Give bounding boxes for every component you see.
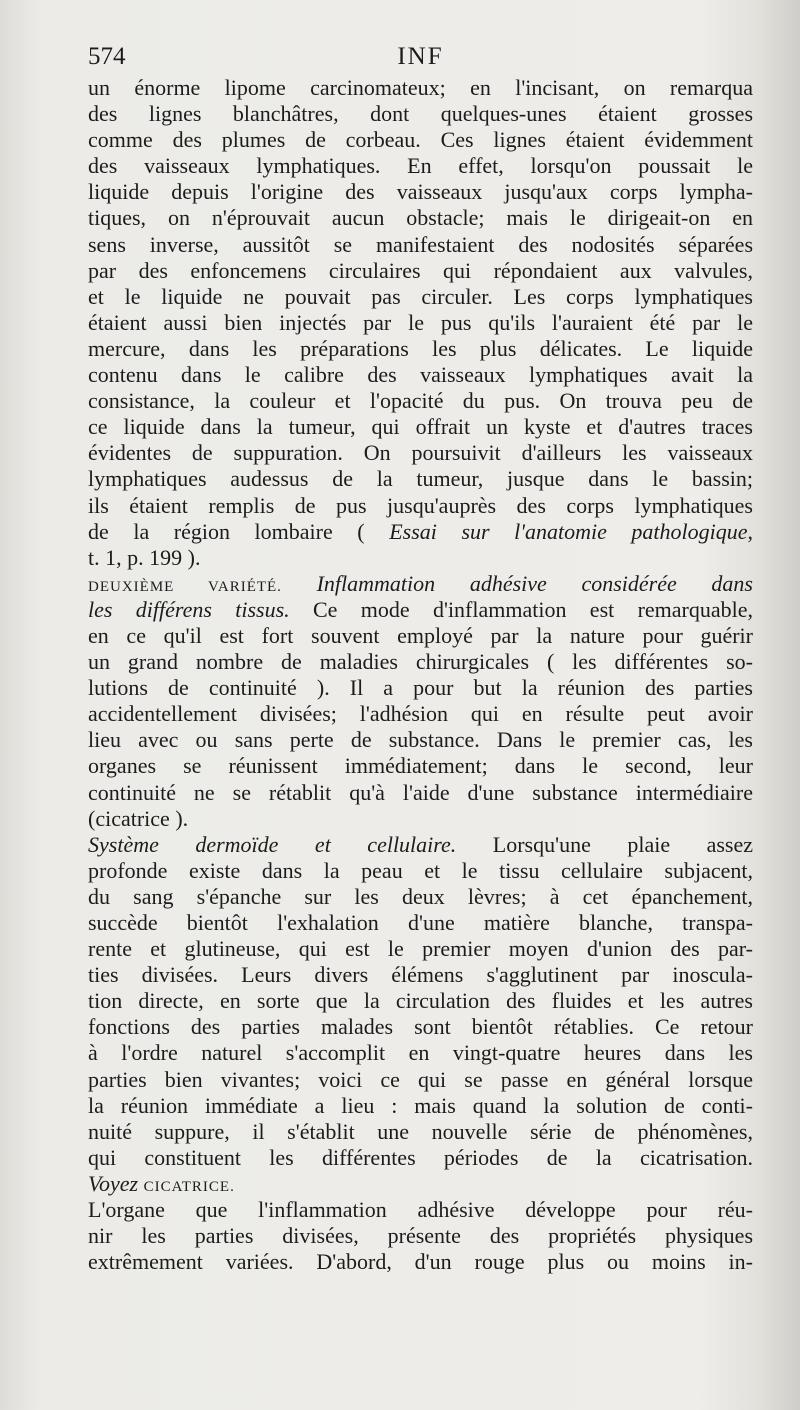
text-run: accidentellement divisées; l'adhésion qui en résulte peut avoir bbox=[88, 701, 753, 727]
italic-text: Inflammation adhésive considérée dans bbox=[316, 570, 753, 596]
text-run: ce liquide dans la tumeur, qui offrait un kyste et d'autres traces bbox=[88, 414, 753, 440]
text-line bbox=[88, 1067, 753, 1093]
text-line bbox=[88, 545, 753, 571]
text-line bbox=[88, 1040, 753, 1066]
text-run: L'organe que l'inflammation adhésive développe pour réu- bbox=[88, 1197, 753, 1223]
small-caps-text: CICATRICE. bbox=[143, 1178, 235, 1195]
text-line bbox=[88, 832, 753, 858]
text-line bbox=[88, 466, 753, 492]
text-run: rente et glutineuse, qui est le premier moyen d'union des par- bbox=[88, 936, 753, 962]
text-run: la réunion immédiate a lieu : mais quand la solution de conti- bbox=[88, 1092, 753, 1118]
text-run: en ce qu'il est fort souvent employé par la nature pour guérir bbox=[88, 622, 753, 648]
text-line bbox=[88, 936, 753, 962]
text-line bbox=[88, 571, 753, 597]
text-line bbox=[88, 988, 753, 1014]
text-run: extrêmement variées. D'abord, d'un rouge plus ou moins in- bbox=[88, 1249, 753, 1275]
text-line bbox=[88, 153, 753, 179]
text-line bbox=[88, 362, 753, 388]
paragraph bbox=[88, 75, 753, 571]
italic-text: Essai sur l'anatomie pathologique bbox=[389, 518, 748, 544]
text-run: un grand nombre de maladies chirurgicales ( les différentes so- bbox=[88, 649, 753, 675]
paragraph bbox=[88, 832, 753, 1197]
text-run: lutions de continuité ). Il a pour but la réunion des parties bbox=[88, 675, 753, 701]
text-line bbox=[88, 597, 753, 623]
text-run: tiques, on n'éprouvait aucun obstacle; mais le dirigeait-on en bbox=[88, 205, 753, 231]
text-run: fonctions des parties malades sont bientôt rétablies. Ce retour bbox=[88, 1014, 753, 1040]
text-run: tion directe, en sorte que la circulation des fluides et les autres bbox=[88, 988, 753, 1014]
text-line bbox=[88, 1171, 753, 1197]
text-run bbox=[282, 571, 317, 596]
text-line bbox=[88, 179, 753, 205]
text-run: organes se réunissent immédiatement; dans le second, leur bbox=[88, 753, 753, 779]
text-line bbox=[88, 101, 753, 127]
text-line bbox=[88, 649, 753, 675]
text-line bbox=[88, 1093, 753, 1119]
text-line bbox=[88, 1145, 753, 1171]
text-line bbox=[88, 493, 753, 519]
text-line bbox=[88, 519, 753, 545]
italic-text: Voyez bbox=[88, 1170, 139, 1196]
text-line bbox=[88, 258, 753, 284]
text-run: et le liquide ne pouvait pas circuler. Les corps lymphatiques bbox=[88, 283, 753, 309]
text-run: Ce mode d'inflammation est remarquable, bbox=[289, 596, 753, 622]
text-line bbox=[88, 806, 753, 832]
text-line bbox=[88, 205, 753, 231]
page-number: 574 bbox=[88, 43, 126, 70]
paragraph bbox=[88, 571, 753, 832]
text-run: nuité suppure, il s'établit une nouvelle série de phénomènes, bbox=[88, 1118, 753, 1144]
text-line bbox=[88, 884, 753, 910]
text-line bbox=[88, 232, 753, 258]
text-line bbox=[88, 284, 753, 310]
text-run: succède bientôt l'exhalation d'une matière blanche, transpa- bbox=[88, 910, 753, 935]
text-run: t. 1, p. 199 ). bbox=[88, 544, 201, 570]
text-run: des vaisseaux lymphatiques. En effet, lorsqu'on poussait le bbox=[88, 153, 753, 179]
text-run: profonde existe dans la peau et le tissu cellulaire subjacent, bbox=[88, 857, 753, 883]
small-caps-text: DEUXIÈME VARIÉTÉ. bbox=[88, 578, 282, 595]
text-run: évidentes de suppuration. On poursuivit d'ailleurs les vaisseaux bbox=[88, 440, 753, 466]
text-line bbox=[88, 1223, 753, 1249]
text-line bbox=[88, 623, 753, 649]
paragraph bbox=[88, 1197, 753, 1275]
text-line bbox=[88, 858, 753, 884]
text-run: étaient aussi bien injectés par le pus qu'ils l'auraient été par le bbox=[88, 309, 753, 335]
text-body bbox=[88, 75, 753, 1275]
text-line bbox=[88, 962, 753, 988]
text-line bbox=[88, 388, 753, 414]
text-line bbox=[88, 127, 753, 153]
text-run: nir les parties divisées, présente des propriétés physiques bbox=[88, 1223, 753, 1249]
italic-text: Système dermoïde et cellulaire. bbox=[88, 831, 457, 857]
italic-text: les différens tissus. bbox=[88, 596, 290, 622]
text-line bbox=[88, 753, 753, 779]
text-line bbox=[88, 414, 753, 440]
text-run: un énorme lipome carcinomateux; en l'incisant, on remarqua bbox=[88, 75, 753, 100]
text-run: liquide depuis l'origine des vaisseaux jusqu'aux corps lympha- bbox=[88, 179, 753, 205]
text-run: de la région lombaire ( bbox=[88, 518, 390, 544]
text-line bbox=[88, 675, 753, 701]
text-run: lymphatiques audessus de la tumeur, jusque dans le bassin; bbox=[88, 466, 753, 492]
text-line bbox=[88, 440, 753, 466]
text-run: du sang s'épanche sur les deux lèvres; à cet épanchement, bbox=[88, 883, 753, 909]
text-line bbox=[88, 1119, 753, 1145]
text-run: qui constituent les différentes périodes de la cicatrisation. bbox=[88, 1144, 753, 1170]
text-line bbox=[88, 336, 753, 362]
text-run: consistance, la couleur et l'opacité du pus. On trouva peu de bbox=[88, 388, 753, 414]
text-run: , bbox=[747, 518, 753, 544]
text-line bbox=[88, 727, 753, 753]
text-line bbox=[88, 701, 753, 727]
text-line bbox=[88, 75, 753, 101]
text-run: parties bien vivantes; voici ce qui se passe en général lorsque bbox=[88, 1066, 753, 1092]
text-line bbox=[88, 780, 753, 806]
text-line bbox=[88, 1249, 753, 1275]
text-run: contenu dans le calibre des vaisseaux lymphatiques avait la bbox=[88, 362, 753, 388]
text-run: continuité ne se rétablit qu'à l'aide d'une substance intermédiaire bbox=[88, 779, 753, 805]
text-run: par des enfoncemens circulaires qui répondaient aux valvules, bbox=[88, 257, 753, 283]
text-line bbox=[88, 1014, 753, 1040]
text-line bbox=[88, 1197, 753, 1223]
text-run: (cicatrice ). bbox=[88, 805, 189, 831]
running-head: INF bbox=[397, 43, 444, 70]
text-line bbox=[88, 910, 753, 936]
text-run: à l'ordre naturel s'accomplit en vingt-quatre heures dans les bbox=[88, 1040, 753, 1066]
text-run: des lignes blanchâtres, dont quelques-unes étaient grosses bbox=[88, 101, 753, 127]
text-run: ties divisées. Leurs divers élémens s'agglutinent par inoscula- bbox=[88, 962, 753, 988]
text-run: comme des plumes de corbeau. Ces lignes étaient évidemment bbox=[88, 127, 753, 153]
text-run: lieu avec ou sans perte de substance. Dans le premier cas, les bbox=[88, 727, 753, 753]
page-header bbox=[88, 42, 753, 72]
text-run: Lorsqu'une plaie assez bbox=[456, 831, 753, 857]
text-run: sens inverse, aussitôt se manifestaient des nodosités séparées bbox=[88, 231, 753, 257]
text-line bbox=[88, 310, 753, 336]
text-run: ils étaient remplis de pus jusqu'auprès des corps lymphatiques bbox=[88, 492, 753, 518]
text-run: mercure, dans les préparations les plus délicates. Le liquide bbox=[88, 335, 753, 361]
